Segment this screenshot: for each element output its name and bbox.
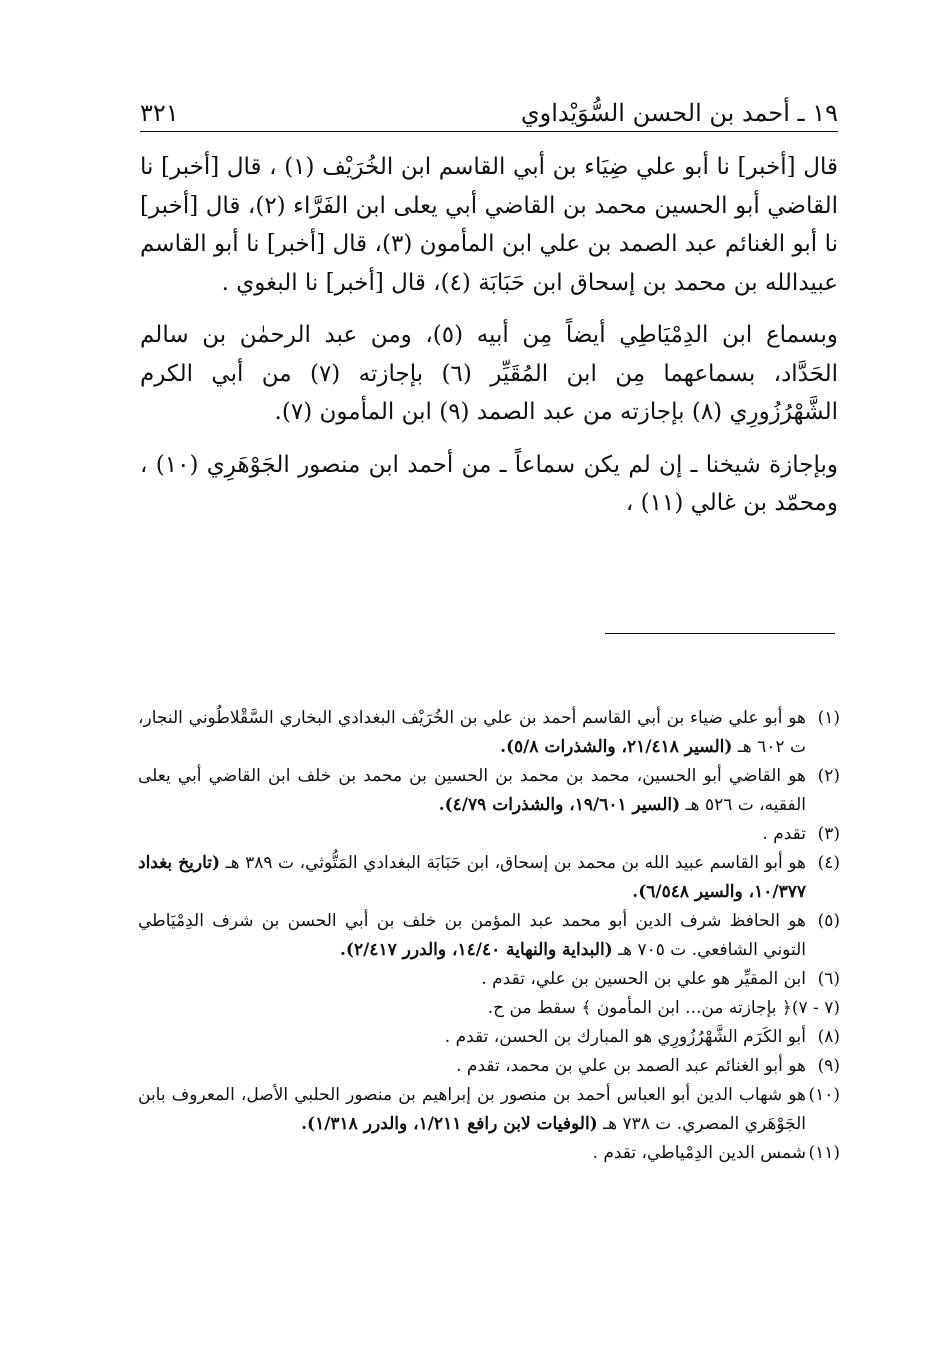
footnote-text — [138, 994, 792, 1023]
footnote-reference: (السير ٢١/٤١٨، والشذرات ٥/٨). — [500, 737, 733, 757]
footnote-text — [138, 849, 806, 907]
footnote-body: هو الحافظ شرف الدين أبو محمد عبد المؤمن بن خلف بن أبي الحسن بن شرف الدِمْيَاطي التوني الشافعي. ت ٧٠٥ هـ — [138, 911, 806, 960]
footnote-reference: (السير ١٩/٦٠١، والشذرات ٤/٧٩). — [438, 795, 681, 815]
footnote-5 — [138, 907, 840, 965]
footnote-number: (٧ - ٧) — [791, 998, 840, 1018]
page-header — [140, 88, 838, 132]
footnote-separator — [605, 633, 835, 634]
footnote-text — [138, 1052, 806, 1081]
paragraph: وبإجازة شيخنا ـ إن لم يكن سماعاً ـ من أحمد ابن منصور الجَوْهَرِي (١٠) ، ومحمّد بن غالي (١١) ، — [140, 451, 838, 516]
footnote-10 — [138, 1081, 840, 1139]
footnote-body: ابن المقيِّر هو علي بن الحسين بن علي، تقدم . — [481, 969, 806, 989]
footnote-7 — [138, 994, 840, 1023]
footnote-4 — [138, 849, 840, 907]
footnote-number: (١١) — [808, 1143, 840, 1163]
footnote-text — [138, 762, 806, 820]
footnote-number: (٤) — [817, 853, 840, 873]
footnote-number: (٢) — [817, 766, 840, 786]
footnote-body: هو شهاب الدين أبو العباس أحمد بن منصور بن إبراهيم بن منصور الحلبي الأصل، المعروف بابن الجَوْهَري المصري. ت ٧٣٨ هـ — [138, 1085, 806, 1134]
footnote-body: شمس الدين الدِمْياطي، تقدم . — [592, 1143, 806, 1163]
footnote-body: تقدم . — [762, 824, 806, 844]
footnote-2 — [138, 762, 840, 820]
footnote-6 — [138, 965, 840, 994]
footnote-text — [138, 704, 806, 762]
footnote-body: أبو الكَرَم الشَّهْرُزُورِي هو المبارك بن الحسن، تقدم . — [444, 1027, 806, 1047]
footnote-reference: (البداية والنهاية ١٤/٤٠، والدرر ٢/٤١٧). — [340, 940, 613, 960]
footnote-9 — [138, 1052, 840, 1081]
footnote-number: (٣) — [817, 824, 840, 844]
footnote-text — [138, 965, 806, 994]
footnote-body: هو أبو الغنائم عبد الصمد بن علي بن محمد، تقدم . — [456, 1056, 806, 1076]
footnote-text — [138, 820, 806, 849]
footnote-3 — [138, 820, 840, 849]
footnote-text — [138, 1023, 806, 1052]
footnote-number: (١) — [817, 708, 840, 728]
footnote-number: (٦) — [817, 969, 840, 989]
footnote-text — [138, 1139, 806, 1168]
footnote-8 — [138, 1023, 840, 1052]
footnote-body: ﴿ بإجازته من... ابن المأمون ﴾ سقط من ح. — [487, 998, 792, 1018]
footnote-body: هو أبو القاسم عبيد الله بن محمد بن إسحاق، ابن حَبَابَة البغدادي المَتُّوثي، ت ٣٨٩ هـ — [225, 853, 807, 873]
paragraph: وبسماع ابن الدِمْيَاطِي أيضاً مِن أبيه (٥)، ومن عبد الرحمٰن بن سالم الحَدَّاد، بسماعهما مِن ابن المُقَيِّر (٦) بإجازته (٧) من أبي الكرم الشَّهْرُزُورِي (٨) بإجازته من عبد الصمد (٩) ابن المأمون (٧). — [140, 322, 839, 425]
footnote-number: (١٠) — [808, 1085, 840, 1105]
footnotes — [138, 704, 840, 1168]
footnote-text — [138, 907, 806, 965]
paragraph: قال [أخبر] نا أبو علي ضِيَاء بن أبي القاسم ابن الخُرَيْف (١) ، قال [أخبر] نا القاضي أبو الحسين محمد بن القاضي أبي يعلى ابن الفَرَّاء (٢)، قال [أخبر] نا أبو الغنائم عبد الصمد بن علي ابن المأمون (٣)، قال [أخبر] نا أبو القاسم عبيدالله بن محمد بن إسحاق ابن حَبَابَة (٤)، قال [أخبر] نا البغوي . — [140, 154, 838, 296]
footnote-reference: (تاريخ بغداد ١٠/٣٧٧، والسير ٦/٥٤٨). — [138, 853, 806, 902]
footnote-body: هو أبو علي ضياء بن أبي القاسم أحمد بن علي بن الخُرَيْف البغدادي البخاري السَّقْلاطُوني النجار، ت ٦٠٢ هـ — [138, 708, 806, 757]
main-text — [140, 148, 838, 537]
page-number: ٣٢١ — [140, 99, 179, 127]
footnote-1 — [138, 704, 840, 762]
footnote-text — [138, 1081, 806, 1139]
footnote-11 — [138, 1139, 840, 1168]
footnote-reference: (الوفيات لابن رافع ١/٢١١، والدرر ١/٣١٨). — [301, 1114, 598, 1134]
footnote-number: (٨) — [817, 1027, 840, 1047]
footnote-number: (٩) — [817, 1056, 840, 1076]
footnote-body: هو القاضي أبو الحسين، محمد بن محمد بن الحسين بن محمد بن خلف ابن القاضي أبي يعلى الفقيه، ت ٥٢٦ هـ — [138, 766, 806, 815]
running-title: ١٩ ـ أحمد بن الحسن السُّوَيْداوي — [520, 99, 838, 127]
footnote-number: (٥) — [817, 911, 840, 931]
